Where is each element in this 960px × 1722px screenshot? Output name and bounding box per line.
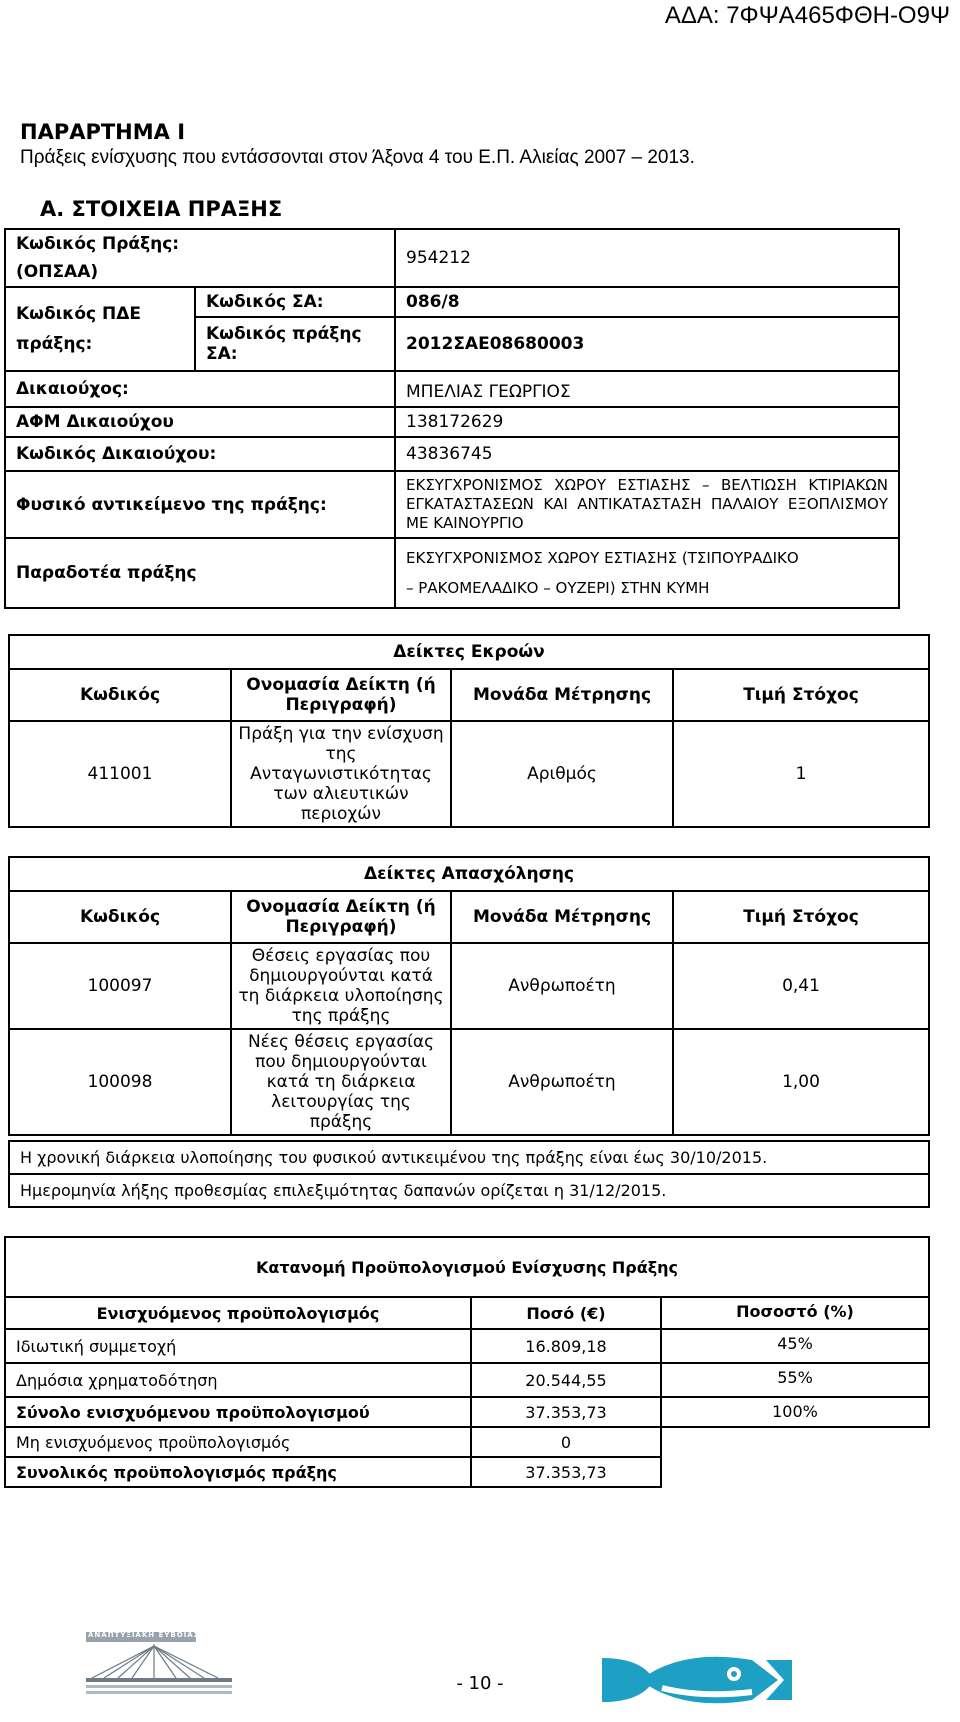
page-subtitle: Πράξεις ενίσχυσης που εντάσσονται στον Άξονα 4 του Ε.Π. Αλιείας 2007 – 2013.	[20, 147, 695, 168]
budget-row-amount: 37.353,73	[471, 1397, 661, 1427]
table-row	[5, 1397, 929, 1427]
output-indicators-title: Δείκτες Εκροών	[9, 635, 929, 669]
budget-row-amount: 16.809,18	[471, 1329, 661, 1363]
employment-header-target: Τιμή Στόχος	[673, 891, 929, 943]
table-row	[9, 943, 929, 1029]
table-row	[5, 1363, 929, 1397]
employment-code: 100097	[9, 943, 231, 1029]
action-sa-code-label	[195, 317, 395, 371]
employment-header-name: Ονομασία Δείκτη (ή Περιγραφή)	[231, 891, 451, 943]
employment-header-unit: Μονάδα Μέτρησης	[451, 891, 673, 943]
employment-unit: Ανθρωποέτη	[451, 1029, 673, 1135]
output-indicators-table	[8, 634, 930, 828]
output-target: 1	[673, 721, 929, 827]
deliverables-value	[395, 538, 899, 608]
logo-text-line2: ΕΥΒΟΙΑΣ Α.Ε.	[158, 1631, 223, 1639]
budget-row-percent: 55%	[661, 1363, 929, 1397]
output-name: Πράξη για την ενίσχυση της Ανταγωνιστικότητας των αλιευτικών περιοχών	[231, 721, 451, 827]
tax-id-value: 138172629	[395, 407, 899, 437]
deadline-note: Ημερομηνία λήξης προθεσμίας επιλεξιμότητας δαπανών ορίζεται η 31/12/2015.	[9, 1174, 929, 1207]
employment-target: 1,00	[673, 1029, 929, 1135]
tax-id-label: ΑΦΜ Δικαιούχου	[5, 407, 395, 437]
budget-header-amount: Ποσό (€)	[471, 1297, 661, 1329]
budget-row-label: Δημόσια χρηματοδότηση	[5, 1363, 471, 1397]
duration-note: Η χρονική διάρκεια υλοποίησης του φυσικού αντικειμένου της πράξης είναι έως 30/10/2015.	[9, 1141, 929, 1174]
opsaa-label: (ΟΠΣΑΑ)	[5, 258, 395, 287]
deliverables-line1: ΕΚΣΥΓΧΡΟΝΙΣΜΟΣ ΧΩΡΟΥ ΕΣΤΙΑΣΗΣ (ΤΣΙΠΟΥΡΑΔΙΚΟ	[406, 549, 799, 567]
duration-notes-table	[8, 1140, 930, 1208]
project-code-value: 954212	[395, 229, 899, 287]
table-row	[9, 721, 929, 827]
budget-header-label: Ενισχυόμενος προϋπολογισμός	[5, 1297, 471, 1329]
output-header-unit: Μονάδα Μέτρησης	[451, 669, 673, 721]
fish-logo-icon	[602, 1652, 794, 1708]
sa-code-value: 086/8	[395, 287, 899, 317]
employment-target: 0,41	[673, 943, 929, 1029]
budget-row-amount: 20.544,55	[471, 1363, 661, 1397]
table-row	[9, 1029, 929, 1135]
employment-name: Θέσεις εργασίας που δημιουργούνται κατά τη διάρκεια υλοποίησης της πράξης	[231, 943, 451, 1029]
deliverables-label: Παραδοτέα πράξης	[5, 538, 395, 608]
fisheries-logo	[602, 1652, 794, 1708]
budget-row-label: Ιδιωτική συμμετοχή	[5, 1329, 471, 1363]
sa-code-label: Κωδικός ΣΑ:	[195, 287, 395, 317]
employment-indicators-table	[8, 856, 930, 1136]
deliverables-line2: – ΡΑΚΟΜΕΛΑΔΙΚΟ – ΟΥΖΕΡΙ) ΣΤΗΝ ΚΥΜΗ	[406, 579, 710, 597]
employment-unit: Ανθρωποέτη	[451, 943, 673, 1029]
action-details-table	[4, 228, 900, 609]
output-header-name: Ονομασία Δείκτη (ή Περιγραφή)	[231, 669, 451, 721]
section-a-title: Α. ΣΤΟΙΧΕΙΑ ΠΡΑΞΗΣ	[40, 197, 283, 221]
project-code-label: Κωδικός Πράξης:	[5, 229, 395, 258]
beneficiary-label: Δικαιούχος:	[5, 371, 395, 407]
table-row	[5, 1427, 929, 1457]
output-header-code: Κωδικός	[9, 669, 231, 721]
budget-table	[4, 1236, 930, 1488]
page-title: ΠΑΡΑΡΤΗΜΑ Ι	[20, 120, 186, 144]
table-row	[5, 1329, 929, 1363]
pde-code-label	[5, 287, 195, 371]
empty-cell	[661, 1427, 929, 1457]
page-number: - 10 -	[456, 1673, 504, 1694]
ada-code: ΑΔΑ: 7ΦΨΑ465ΦΘΗ-Ο9Ψ	[664, 2, 950, 29]
total-budget-label: Συνολικός προϋπολογισμός πράξης	[5, 1457, 471, 1487]
unsupported-budget-amount: 0	[471, 1427, 661, 1457]
budget-header-percent: Ποσοστό (%)	[661, 1297, 929, 1329]
physical-object-value: ΕΚΣΥΓΧΡΟΝΙΣΜΟΣ ΧΩΡΟΥ ΕΣΤΙΑΣΗΣ – ΒΕΛΤΙΩΣΗ ΚΤΙΡΙΑΚΩΝ ΕΓΚΑΤΑΣΤΑΣΕΩΝ ΚΑΙ ΑΝΤΙΚΑΤΑΣΤΑΣΗ ΠΑΛΑΙΟΥ ΕΞΟΠΛΙΣΜΟΥ ΜΕ ΚΑΙΝΟΥΡΓΙΟ	[395, 471, 899, 538]
physical-object-label: Φυσικό αντικείμενο της πράξης:	[5, 471, 395, 538]
employment-indicators-title: Δείκτες Απασχόλησης	[9, 857, 929, 891]
beneficiary-value: ΜΠΕΛΙΑΣ ΓΕΩΡΓΙΟΣ	[395, 371, 899, 407]
output-header-target: Τιμή Στόχος	[673, 669, 929, 721]
budget-row-label: Σύνολο ενισχυόμενου προϋπολογισμού	[5, 1397, 471, 1427]
logo-text-line1: ΑΝΑΠΤΥΞΙΑΚΗ	[88, 1631, 156, 1639]
budget-title: Κατανομή Προϋπολογισμού Ενίσχυσης Πράξης	[5, 1237, 929, 1297]
employment-header-code: Κωδικός	[9, 891, 231, 943]
employment-code: 100098	[9, 1029, 231, 1135]
empty-cell	[661, 1457, 929, 1487]
output-unit: Αριθμός	[451, 721, 673, 827]
employment-name: Νέες θέσεις εργασίας που δημιουργούνται κατά τη διάρκεια λειτουργίας της πράξης	[231, 1029, 451, 1135]
budget-row-percent: 45%	[661, 1329, 929, 1363]
output-code: 411001	[9, 721, 231, 827]
unsupported-budget-label: Μη ενισχυόμενος προϋπολογισμός	[5, 1427, 471, 1457]
action-sa-code-value: 2012ΣΑΕ08680003	[395, 317, 899, 371]
total-budget-amount: 37.353,73	[471, 1457, 661, 1487]
beneficiary-code-label: Κωδικός Δικαιούχου:	[5, 437, 395, 471]
pde-code-label-line1: Κωδικός ΠΔΕ	[16, 304, 142, 324]
budget-row-percent: 100%	[661, 1397, 929, 1427]
action-sa-code-label-line1: Κωδικός πράξης	[206, 324, 362, 344]
beneficiary-code-value: 43836745	[395, 437, 899, 471]
table-row	[5, 1457, 929, 1487]
action-sa-code-label-line2: ΣΑ:	[206, 344, 238, 364]
pde-code-label-line2: πράξης:	[16, 334, 93, 354]
